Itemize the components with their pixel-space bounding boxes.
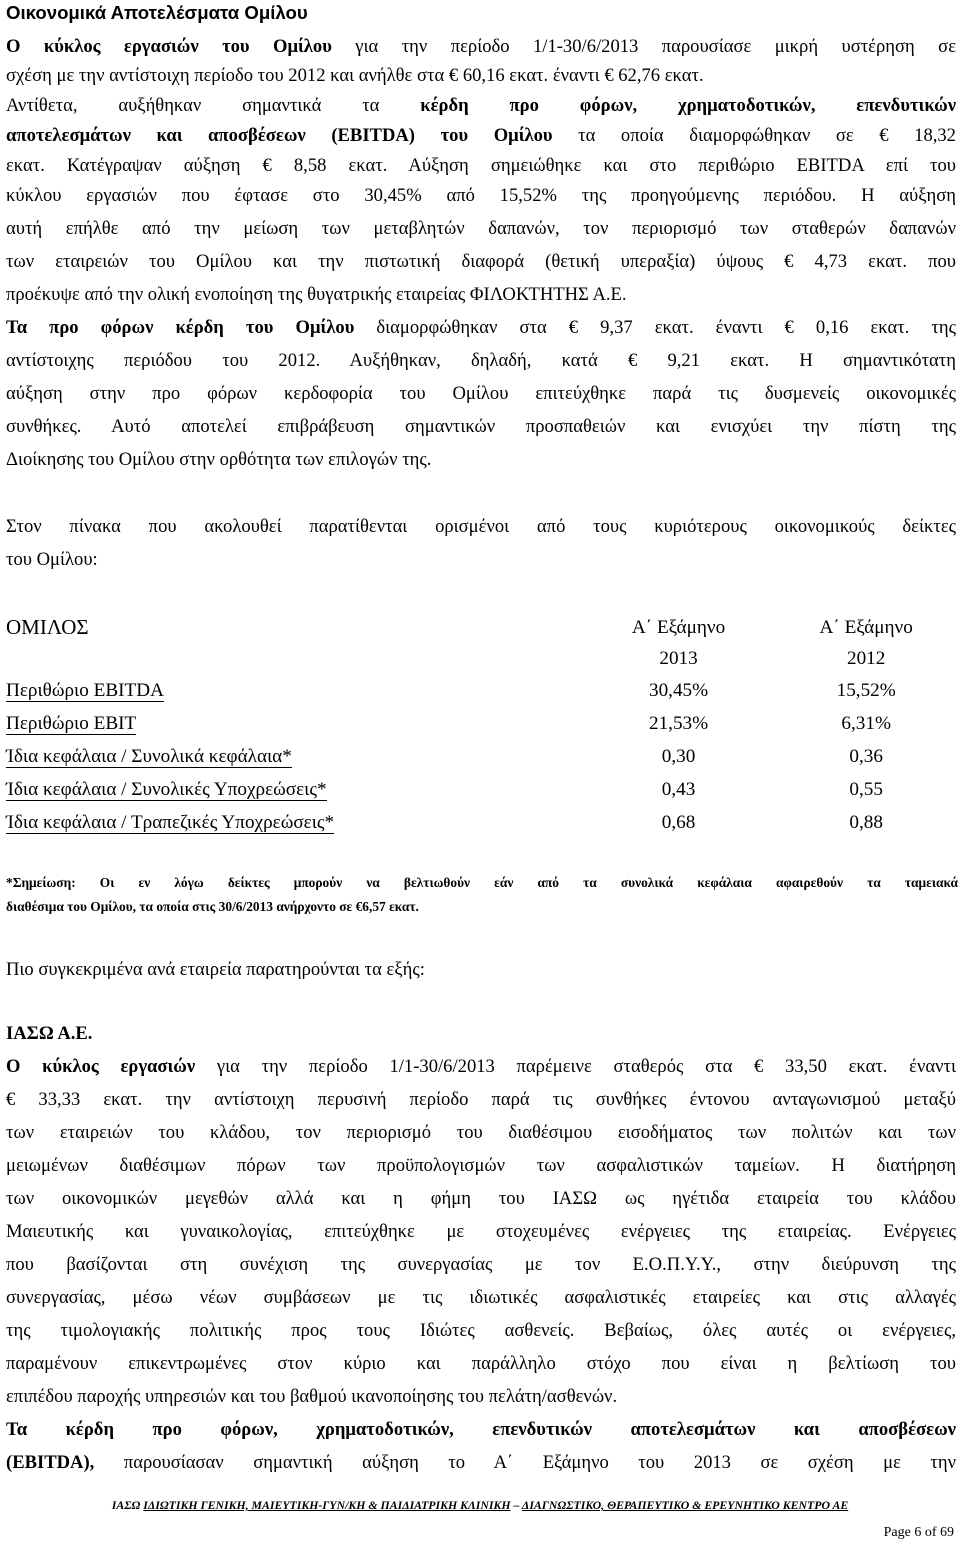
cell-2012: 15,52% <box>836 680 896 701</box>
row-label <box>6 707 585 740</box>
paragraph-line: παραμένουν επικεντρωμένες στον κύριο και παράλληλο στόχο που είναι η βελτίωση του <box>6 1353 956 1374</box>
footer-text: – <box>510 1498 522 1512</box>
paragraph-line: Στον πίνακα που ακολουθεί παρατίθενται ορισμένοι από τους κυριότερους οικονομικούς δείκτες <box>6 516 956 537</box>
bold-phrase: κέρδη προ φόρων, χρηματοδοτικών, επενδυτικών <box>420 95 957 116</box>
bold-phrase: (EBITDA), <box>6 1452 95 1473</box>
page-footer <box>0 1498 960 1513</box>
paragraph-line <box>6 38 956 57</box>
header-label-text: ΟΜΙΛΟΣ <box>6 615 89 639</box>
header-line: Α΄ Εξάμηνο <box>631 617 726 638</box>
bold-phrase: Ο κύκλος εργασιών του Ομίλου <box>6 36 332 57</box>
cell-2013: 0,43 <box>661 779 696 800</box>
table-header-label <box>6 612 585 674</box>
row-label-text: Ίδια κεφάλαια / Τραπεζικές Υποχρεώσεις* <box>6 812 335 833</box>
paragraph-line <box>6 1058 956 1077</box>
header-line: 2013 <box>659 648 698 669</box>
row-label-text: Περιθώριο EBITDA <box>6 680 164 701</box>
paragraph-line <box>6 319 956 338</box>
row-label-text: Ίδια κεφάλαια / Συνολικές Υποχρεώσεις* <box>6 779 327 800</box>
paragraph-line: των εταιρειών του Ομίλου και την πιστωτική διαφορά (θετική υπεραξία) ύψους € 4,73 εκατ. που <box>6 251 956 272</box>
cell-2013: 21,53% <box>648 713 709 734</box>
cell-2012: 6,31% <box>841 713 891 734</box>
cell-2012: 0,55 <box>849 779 883 800</box>
paragraph-line: Πιο συγκεκριμένα ανά εταιρεία παρατηρούνται τα εξής: <box>6 959 425 980</box>
bold-phrase: Τα προ φόρων κέρδη του Ομίλου <box>6 317 355 338</box>
bold-phrase: Ο κύκλος εργασιών <box>6 1056 196 1077</box>
text-span: παρουσίασαν σημαντική αύξηση το Α΄ Εξάμηνο του 2013 σε σχέση με την <box>94 1452 956 1473</box>
text-span: τα οποία διαμορφώθηκαν σε € 18,32 <box>552 125 956 146</box>
table-row <box>6 773 960 806</box>
row-label-text: Περιθώριο EBIT <box>6 713 137 734</box>
paragraph-line: Τα κέρδη προ φόρων, χρηματοδοτικών, επενδυτικών αποτελεσμάτων και αποσβέσεων <box>6 1419 956 1440</box>
page-number: Page 6 of 69 <box>883 1525 954 1540</box>
table-header-col-2012 <box>772 612 960 674</box>
paragraph-line: που βασίζονται στη συνέχιση της συνεργασίας με τον Ε.Ο.Π.Υ.Υ., στην διεύρυνση της <box>6 1254 956 1275</box>
header-line: Α΄ Εξάμηνο <box>819 617 913 638</box>
paragraph-line: σχέση με την αντίστοιχη περίοδο του 2012 και ανήλθε στα € 60,16 εκατ. έναντι € 62,76 εκατ. <box>6 65 704 86</box>
text-span: Αντίθετα, αυξήθηκαν σημαντικά τα <box>6 95 421 116</box>
paragraph-line: μειωμένων διαθέσιμων πόρων των προϋπολογισμών των ασφαλιστικών ταμείων. Η διατήρηση <box>6 1155 956 1176</box>
paragraph-line: των εταιρειών του κλάδου, τον περιορισμό του διαθέσιμου εισοδήματος των πολιτών και των <box>6 1122 956 1143</box>
section-heading: Οικονομικά Αποτελέσματα Ομίλου <box>6 2 308 23</box>
table-header-row <box>6 612 960 674</box>
table-row <box>6 707 960 740</box>
cell-2013: 0,68 <box>661 812 696 833</box>
text-span: διαμορφώθηκαν στα € 9,37 εκατ. έναντι € 0,16 εκατ. της <box>354 317 956 338</box>
text-span: για την περίοδο 1/1-30/6/2013 παρουσίασε μικρή υστέρηση σε <box>331 36 957 57</box>
paragraph-line: προέκυψε από την ολική ενοποίηση της θυγατρικής εταιρείας ΦΙΛΟΚΤΗΤΗΣ Α.Ε. <box>6 284 627 305</box>
paragraph-line: του Ομίλου: <box>6 549 98 570</box>
cell-2013: 0,30 <box>661 746 696 767</box>
paragraph-line: αύξηση στην προ φόρων κερδοφορία του Ομίλου επιτεύχθηκε παρά τις δυσμενείς οικονομικές <box>6 383 956 404</box>
paragraph-line: αυτή επήλθε από την μείωση των μεταβλητών δαπανών, τον περιορισμό των σταθερών δαπανών <box>6 218 956 239</box>
paragraph-line <box>6 127 956 146</box>
footer-text: ΙΔΙΩΤΙΚΗ ΓΕΝΙΚΗ, ΜΑΙΕΥΤΙΚΗ-ΓΥΝ/ΚΗ & ΠΑΙΔΙΑΤΡΙΚΗ ΚΛΙΝΙΚΗ <box>143 1498 511 1512</box>
paragraph-line: Διοίκησης του Ομίλου στην ορθότητα των επιλογών της. <box>6 449 432 470</box>
row-label <box>6 674 585 707</box>
paragraph-line <box>6 1454 956 1473</box>
table-row <box>6 740 960 773</box>
footer-text: ΔΙΑΓΝΩΣΤΙΚΟ, ΘΕΡΑΠΕΥΤΙΚΟ & ΕΡΕΥΝΗΤΙΚΟ ΚΕΝΤΡΟ ΑΕ <box>521 1498 849 1512</box>
paragraph-line: αντίστοιχης περιόδου του 2012. Αυξήθηκαν, δηλαδή, κατά € 9,21 εκατ. Η σημαντικότατη <box>6 350 956 371</box>
table-header-col-2013 <box>585 612 773 674</box>
paragraph-line: συνεργασίας, μέσω νέων συμβάσεων με τις ιδιωτικές ασφαλιστικές εταιρείες και στις αλλαγές <box>6 1287 956 1308</box>
cell-2013: 30,45% <box>648 680 709 701</box>
table-footnote: *Σημείωση: Οι εν λόγω δείκτες μπορούν να βελτιωθούν εάν από τα συνολικά κεφάλαια αφαιρεθούν τα ταμειακά <box>6 875 958 890</box>
cell-2012: 0,88 <box>849 812 883 833</box>
paragraph-line: επιπέδου παροχής υπηρεσιών και του βαθμού ικανοποίησης του πελάτη/ασθενών. <box>6 1386 618 1407</box>
footer-text: ΙΑΣΩ <box>111 1498 144 1512</box>
table-row <box>6 674 960 707</box>
header-line: 2012 <box>846 648 886 669</box>
bold-phrase: αποτελεσμάτων και αποσβέσεων (EBITDA) του Ομίλου <box>6 125 553 146</box>
paragraph-line: κύκλου εργασιών που έφτασε στο 30,45% από 15,52% της προηγούμενης περιόδου. Η αύξηση <box>6 185 956 206</box>
paragraph-line: συνθήκες. Αυτό αποτελεί επιβράβευση σημαντικών προσπαθειών και ενισχύει την πίστη της <box>6 416 956 437</box>
paragraph-line: εκατ. Κατέγραψαν αύξηση € 8,58 εκατ. Αύξηση σημειώθηκε και στο περιθώριο EBITDA επί του <box>6 155 956 176</box>
text-span: για την περίοδο 1/1-30/6/2013 παρέμεινε σταθερός στα € 33,50 εκατ. έναντι <box>195 1056 957 1077</box>
paragraph-line: των οικονομικών μεγεθών αλλά και η φήμη του ΙΑΣΩ ως ηγέτιδα εταιρεία του κλάδου <box>6 1188 956 1209</box>
paragraph-line <box>6 97 956 116</box>
paragraph-line: Μαιευτικής και γυναικολογίας, επιτεύχθηκε με στοχευμένες ενέργειες της εταιρείας. Ενέργειες <box>6 1221 956 1242</box>
row-label <box>6 806 585 839</box>
table-row <box>6 806 960 839</box>
row-label <box>6 773 585 806</box>
row-label <box>6 740 585 773</box>
paragraph-line: της τιμολογιακής πολιτικής προς τους Ιδιώτες ασθενείς. Βεβαίως, όλες αυτές οι ενέργειες, <box>6 1320 956 1341</box>
table-footnote: διαθέσιμα του Ομίλου, τα οποία στις 30/6/2013 ανήρχοντο σε €6,57 εκατ. <box>6 899 419 914</box>
company-title: ΙΑΣΩ Α.Ε. <box>6 1023 93 1044</box>
row-label-text: Ίδια κεφάλαια / Συνολικά κεφάλαια* <box>6 746 292 767</box>
paragraph-line: € 33,33 εκατ. την αντίστοιχη περυσινή περίοδο παρά τις συνθήκες έντονου ανταγωνισμού μεταξύ <box>6 1089 956 1110</box>
financial-ratios-table <box>6 612 960 839</box>
cell-2012: 0,36 <box>849 746 883 767</box>
